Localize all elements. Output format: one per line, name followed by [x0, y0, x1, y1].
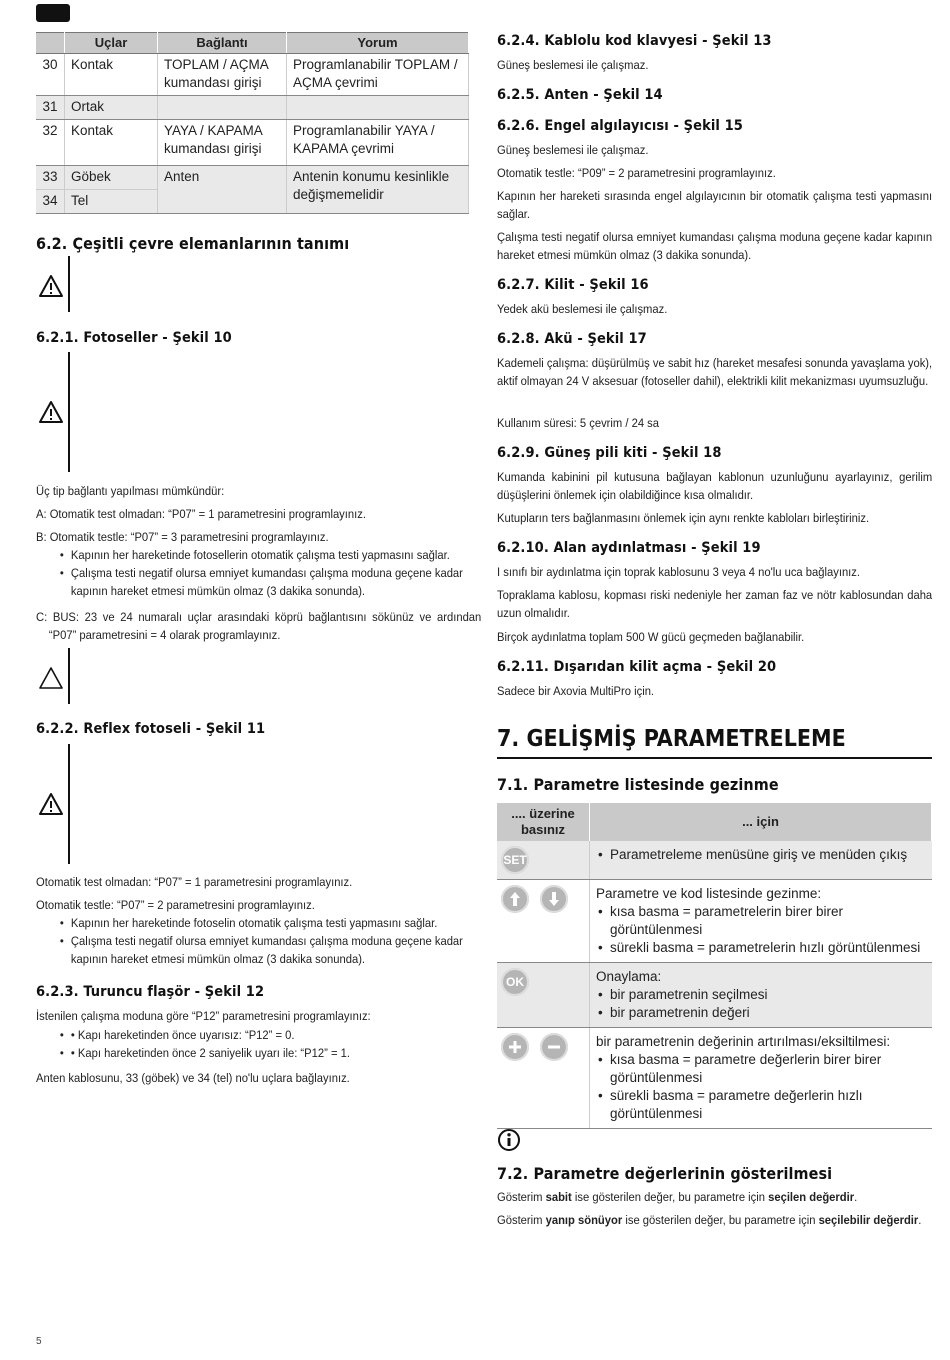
- paragraph: Kumanda kabinini pil kutusuna bağlayan kablonun uzunluğunu ayarlayınız, gerilim düşüşlerini önlemek için olabildiğince kısa olmalıdır.: [497, 470, 933, 502]
- paragraph: Gösterim sabit ise gösterilen değer, bu parametre için seçilen değerdir.: [497, 1190, 858, 1204]
- warning-block: [36, 256, 70, 312]
- heading-6-2-2: 6.2.2. Reflex fotoseli - Şekil 11: [36, 721, 266, 737]
- paragraph: B: Otomatik testle: “P07” = 3 parametresini programlayınız.: [36, 530, 329, 544]
- paragraph: Güneş beslemesi ile çalışmaz.: [497, 143, 649, 157]
- table-row: OK Onaylama: • bir parametrenin seçilmesi • bir parametrenin değeri: [497, 963, 932, 1028]
- list-item: • Çalışma testi negatif olursa emniyet kumandası çalışma moduna geçene kadar kapının hareket etmesi mümkün olmaz (3 dakika sonunda).: [58, 564, 480, 600]
- heading-7-1: 7.1. Parametre listesinde gezinme: [497, 775, 779, 794]
- heading-6-2-10: 6.2.10. Alan aydınlatması - Şekil 19: [497, 540, 761, 556]
- warning-icon: [38, 400, 64, 424]
- paragraph: C: BUS: 23 ve 24 numaralı uçlar arasındaki köprü bağlantısını sökünüz ve ardından “P07” parametresini = 4 olarak programlayınız.: [36, 610, 482, 642]
- paragraph: Birçok aydınlatma toplam 500 W gücü geçmeden bağlanabilir.: [497, 630, 805, 644]
- table-row: 33 Göbek Anten Antenin konumu kesinlikle değişmemelidir: [36, 166, 469, 190]
- ok-button-icon: OK: [501, 968, 529, 996]
- paragraph: Kutupların ters bağlanmasını önlemek için aynı renkte kabloları birleştiriniz.: [497, 511, 870, 525]
- paragraph: Otomatik testle: “P09” = 2 parametresini programlayınız.: [497, 166, 776, 180]
- plus-icon: [501, 1033, 529, 1061]
- paragraph: Otomatik testle: “P07” = 2 parametresini programlayınız.: [36, 898, 315, 912]
- paragraph: Üç tip bağlantı yapılması mümkündür:: [36, 484, 225, 498]
- paragraph: Gösterim yanıp sönüyor ise gösterilen değer, bu parametre için seçilebilir değerdir.: [497, 1213, 922, 1227]
- arrow-down-icon: [540, 885, 568, 913]
- list-item: • Kapının her hareketinde fotoselin otomatik çalışma testi yapmasını sağlar.: [58, 914, 480, 932]
- heading-6-2-9: 6.2.9. Güneş pili kiti - Şekil 18: [497, 445, 722, 461]
- list-item: • Çalışma testi negatif olursa emniyet kumandası çalışma moduna geçene kadar kapının hareket etmesi mümkün olmaz (3 dakika sonunda).: [58, 932, 480, 968]
- warning-block: [36, 744, 70, 864]
- arrow-up-icon: [501, 885, 529, 913]
- table-row: Parametre ve kod listesinde gezinme: • kısa basma = parametrelerin birer birer görüntülenmesi • sürekli basma = parametrelerin hızlı görüntülenmesi: [497, 880, 932, 963]
- heading-6-2-7: 6.2.7. Kilit - Şekil 16: [497, 277, 649, 293]
- table-row: 30 Kontak TOPLAM / AÇMA kumandası girişi Programlanabilir TOPLAM / AÇMA çevrimi: [36, 54, 469, 96]
- list-item: • • Kapı hareketinden önce uyarısız: “P12” = 0.: [58, 1026, 480, 1044]
- terminal-table: [36, 32, 469, 214]
- minus-icon: [540, 1033, 568, 1061]
- paragraph: A: Otomatik test olmadan: “P07” = 1 parametresini programlayınız.: [36, 507, 366, 521]
- heading-6-2-1: 6.2.1. Fotoseller - Şekil 10: [36, 330, 232, 346]
- list-item: • • Kapı hareketinden önce 2 saniyelik uyarı ile: “P12” = 1.: [58, 1044, 480, 1062]
- list-item: • sürekli basma = parametre değerlerin hızlı görüntülenmesi: [596, 1087, 926, 1123]
- list-item: • kısa basma = parametre değerlerin birer birer görüntülenmesi: [596, 1051, 926, 1087]
- heading-6-2-8: 6.2.8. Akü - Şekil 17: [497, 331, 647, 347]
- bullet-list: [58, 1026, 517, 1062]
- info-icon: [497, 1128, 521, 1152]
- section-tab-marker: [36, 4, 70, 22]
- heading-6-2-5: 6.2.5. Anten - Şekil 14: [497, 87, 663, 103]
- table-row: 32 Kontak YAYA / KAPAMA kumandası girişi Programlanabilir YAYA / KAPAMA çevrimi: [36, 120, 469, 166]
- page-number: 5: [36, 1336, 42, 1347]
- paragraph: Kademeli çalışma: düşürülmüş ve sabit hız (hareket mesafesi sonunda yavaşlama yok), aktif olmayan 24 V aksesuar (fotoseller dahil), elektrikli kilit mekanizması uyumsuzluğu.: [497, 356, 933, 388]
- list-item: • kısa basma = parametrelerin birer birer görüntülenmesi: [596, 903, 926, 939]
- caution-icon: [38, 666, 64, 690]
- paragraph: I sınıfı bir aydınlatma için toprak kablosunu 3 veya 4 no'lu uca bağlayınız.: [497, 565, 861, 579]
- paragraph: Yedek akü beslemesi ile çalışmaz.: [497, 302, 668, 316]
- table-header: .... üzerine basınız: [497, 803, 590, 841]
- heading-6-2-11: 6.2.11. Dışarıdan kilit açma - Şekil 20: [497, 659, 777, 675]
- caution-block: [36, 648, 70, 704]
- table-header: Uçlar: [65, 33, 158, 54]
- list-item: • Parametreleme menüsüne giriş ve menüden çıkış: [596, 846, 926, 864]
- bullet-list: [58, 914, 517, 968]
- table-row: bir parametrenin değerinin artırılması/eksiltilmesi: • kısa basma = parametre değerlerin birer birer görüntülenmesi • sürekli basma = parametre değerlerin hızlı görüntülenmesi: [497, 1028, 932, 1129]
- bullet-list: [58, 546, 517, 600]
- set-button-icon: SET: [501, 846, 529, 874]
- heading-6-2: 6.2. Çeşitli çevre elemanlarının tanımı: [36, 234, 350, 253]
- table-row: [497, 841, 932, 880]
- warning-icon: [38, 792, 64, 816]
- table-row: 31 Ortak: [36, 96, 469, 120]
- heading-7: 7. GELİŞMİŞ PARAMETRELEME: [497, 722, 932, 759]
- warning-block: [36, 352, 70, 472]
- paragraph: İstenilen çalışma moduna göre “P12” parametresini programlayınız:: [36, 1009, 371, 1023]
- warning-icon: [38, 274, 64, 298]
- paragraph: Kullanım süresi: 5 çevrim / 24 sa: [497, 416, 660, 430]
- table-header: Bağlantı: [158, 33, 287, 54]
- paragraph: Sadece bir Axovia MultiPro için.: [497, 684, 655, 698]
- table-header: [36, 33, 65, 54]
- paragraph: Anten kablosunu, 33 (göbek) ve 34 (tel) no'lu uçlara bağlayınız.: [36, 1071, 350, 1085]
- list-item: • bir parametrenin değeri: [596, 1004, 926, 1022]
- heading-7-2: 7.2. Parametre değerlerinin gösterilmesi: [497, 1164, 833, 1183]
- heading-6-2-6: 6.2.6. Engel algılayıcısı - Şekil 15: [497, 118, 743, 134]
- heading-6-2-4: 6.2.4. Kablolu kod klavyesi - Şekil 13: [497, 33, 772, 49]
- paragraph: Topraklama kablosu, kopması riski nedeniyle her zaman faz ve nötr kablosundan daha uzun olmalıdır.: [497, 588, 933, 620]
- table-header: ... için: [590, 803, 932, 841]
- paragraph: Kapının her hareketi sırasında engel algılayıcının bir otomatik çalışma testi yapmasını sağlar.: [497, 189, 933, 221]
- heading-6-2-3: 6.2.3. Turuncu flaşör - Şekil 12: [36, 984, 265, 1000]
- table-header: Yorum: [287, 33, 469, 54]
- list-item: • Kapının her hareketinde fotosellerin otomatik çalışma testi yapmasını sağlar.: [58, 546, 480, 564]
- list-item: • sürekli basma = parametrelerin hızlı görüntülenmesi: [596, 939, 926, 957]
- list-item: • bir parametrenin seçilmesi: [596, 986, 926, 1004]
- paragraph: Güneş beslemesi ile çalışmaz.: [497, 58, 649, 72]
- paragraph: Otomatik test olmadan: “P07” = 1 parametresini programlayınız.: [36, 875, 353, 889]
- table-row: 34 Tel: [36, 190, 469, 214]
- navigation-table: [497, 803, 932, 1129]
- paragraph: Çalışma testi negatif olursa emniyet kumandası çalışma moduna geçene kadar kapının hareket etmesi mümkün olmaz (3 dakika sonunda).: [497, 230, 933, 262]
